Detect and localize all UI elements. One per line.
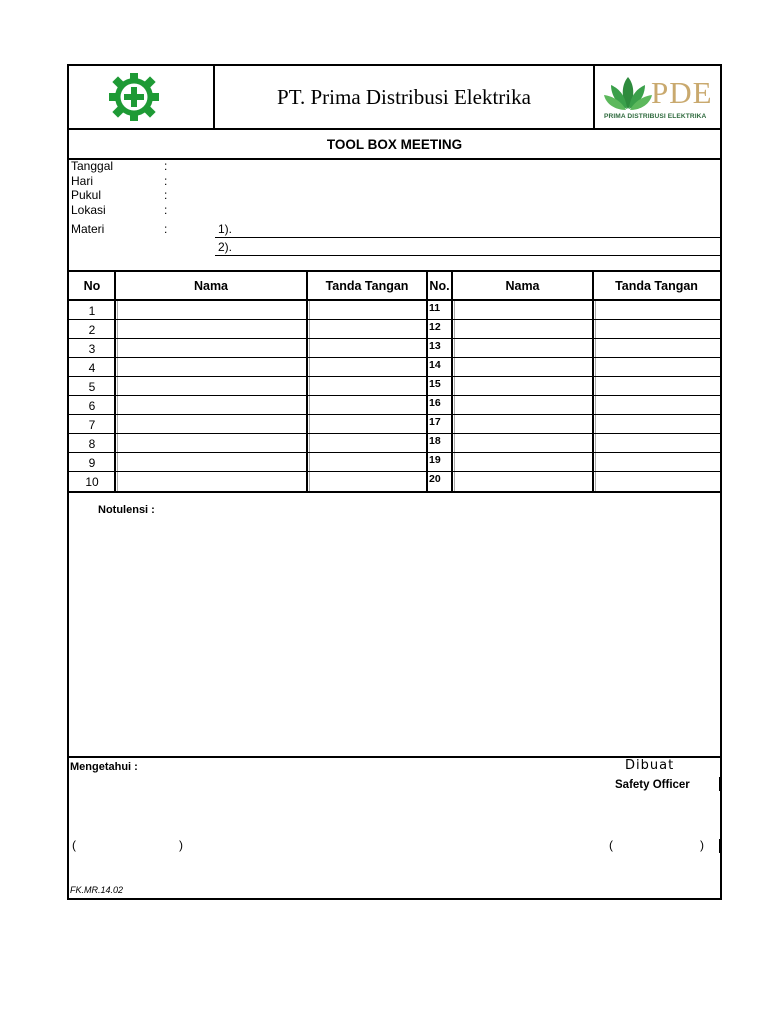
row-number: 8 <box>88 437 96 451</box>
table-row[interactable] <box>69 396 720 415</box>
table-row[interactable] <box>69 320 720 339</box>
safety-officer-label: Safety Officer <box>615 779 690 791</box>
row-number: 6 <box>88 399 96 413</box>
materi-label: Materi <box>71 222 105 236</box>
lotus-leaf-icon <box>603 75 653 111</box>
paren-open-right: ( <box>609 838 613 852</box>
table-row[interactable] <box>69 415 720 434</box>
tool-box-meeting-form <box>67 64 722 900</box>
brand-mark: PDE <box>651 75 713 110</box>
attendance-table <box>69 270 720 493</box>
row-number: 17 <box>429 416 441 428</box>
tanggal-colon: : <box>164 159 168 173</box>
hari-label: Hari <box>71 174 94 188</box>
table-row[interactable] <box>69 339 720 358</box>
row-number: 3 <box>88 342 96 356</box>
border-tick <box>719 839 721 853</box>
row-number: 13 <box>429 340 441 352</box>
hari-colon: : <box>164 174 168 188</box>
pukul-colon: : <box>164 188 168 202</box>
header-nama-right: Nama <box>452 270 593 301</box>
notulensi-box[interactable] <box>69 491 720 758</box>
row-number: 11 <box>429 302 441 314</box>
materi-item-2[interactable]: 2). <box>215 239 722 256</box>
row-number: 19 <box>429 454 441 466</box>
row-number: 9 <box>88 456 96 470</box>
materi-colon: : <box>164 222 168 236</box>
row-number: 20 <box>429 473 441 485</box>
form-header <box>69 66 720 130</box>
table-row[interactable] <box>69 377 720 396</box>
table-row[interactable] <box>69 453 720 472</box>
dibuat-label: Dibuat <box>625 758 675 773</box>
materi-item-1[interactable]: 1). <box>215 221 722 238</box>
row-number: 14 <box>429 359 441 371</box>
table-row[interactable] <box>69 472 720 491</box>
table-row[interactable] <box>69 358 720 377</box>
company-name: PT. Prima Distribusi Elektrika <box>277 84 531 109</box>
row-number: 10 <box>85 475 99 489</box>
lokasi-label: Lokasi <box>71 203 106 217</box>
row-number: 5 <box>88 380 96 394</box>
row-number: 1 <box>88 304 96 318</box>
brand-subtitle: PRIMA DISTRIBUSI ELEKTRIKA <box>604 113 707 120</box>
row-number: 7 <box>88 418 96 432</box>
k3-logo <box>69 66 215 128</box>
tanggal-label: Tanggal <box>71 159 114 173</box>
paren-open-left: ( <box>72 838 76 852</box>
border-tick <box>719 777 721 791</box>
k3-safety-cross-gear-icon <box>106 72 162 122</box>
row-number: 16 <box>429 397 441 409</box>
pukul-label: Pukul <box>71 188 102 202</box>
mengetahui-label: Mengetahui : <box>70 761 138 773</box>
row-number: 18 <box>429 435 441 447</box>
row-number: 15 <box>429 378 441 390</box>
paren-close-right: ) <box>700 838 704 852</box>
form-code: FK.MR.14.02 <box>70 885 124 895</box>
notulensi-label: Notulensi : <box>98 504 155 516</box>
table-row[interactable] <box>69 301 720 320</box>
header-tanda-tangan-right: Tanda Tangan <box>593 270 720 301</box>
row-number: 12 <box>429 321 441 333</box>
header-no-left: No <box>69 270 115 301</box>
pde-logo <box>593 66 720 128</box>
header-tanda-tangan-left: Tanda Tangan <box>307 270 427 301</box>
paren-close-left: ) <box>179 838 183 852</box>
header-no-right: No. <box>427 270 452 301</box>
row-number: 4 <box>88 361 96 375</box>
row-number: 2 <box>88 323 96 337</box>
lokasi-colon: : <box>164 203 168 217</box>
signature-section <box>69 758 720 898</box>
header-nama-left: Nama <box>115 270 307 301</box>
form-title: TOOL BOX MEETING <box>69 130 720 160</box>
table-row[interactable] <box>69 434 720 453</box>
